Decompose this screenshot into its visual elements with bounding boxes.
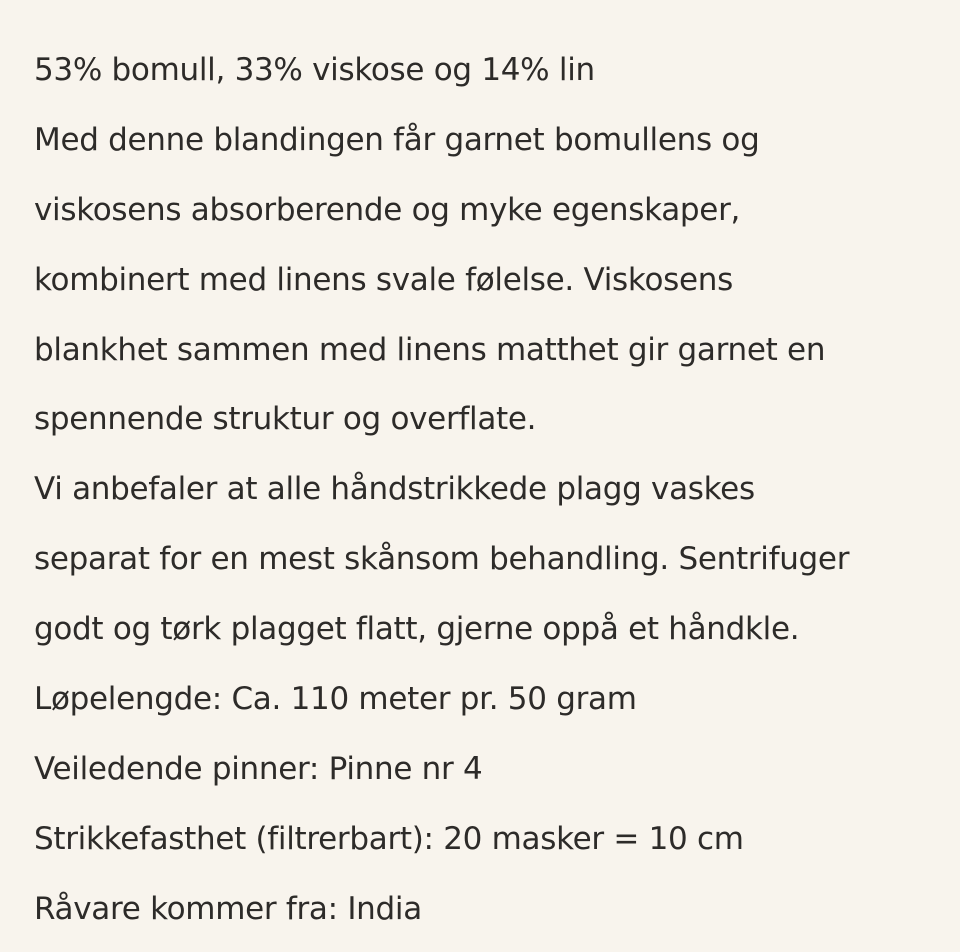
care-line: godt og tørk plagget flatt, gjerne oppå et håndkle. — [34, 611, 800, 648]
description-line: spennende struktur og overflate. — [34, 401, 537, 438]
origin-text: Råvare kommer fra: India — [34, 890, 422, 927]
needles-text: Veiledende pinner: Pinne nr 4 — [34, 750, 483, 787]
yardage-text: Løpelengde: Ca. 110 meter pr. 50 gram — [34, 681, 637, 718]
care-instructions — [34, 455, 934, 665]
description-line: kombinert med linens svale følelse. Viskosens — [34, 261, 733, 298]
gauge-text: Strikkefasthet (filtrerbart): 20 masker = 10 cm — [34, 820, 744, 857]
description-line: blankhet sammen med linens matthet gir garnet en — [34, 331, 826, 368]
description-line: viskosens absorberende og myke egenskaper, — [34, 191, 741, 228]
composition-text: 53% bomull, 33% viskose og 14% lin — [34, 52, 595, 88]
care-line: Vi anbefaler at alle håndstrikkede plagg vaskes — [34, 471, 755, 508]
description-paragraph — [34, 106, 934, 455]
description-line: Med denne blandingen får garnet bomullens og — [34, 121, 760, 158]
product-description — [34, 36, 934, 945]
care-line: separat for en mest skånsom behandling. Sentrifuger — [34, 541, 850, 578]
